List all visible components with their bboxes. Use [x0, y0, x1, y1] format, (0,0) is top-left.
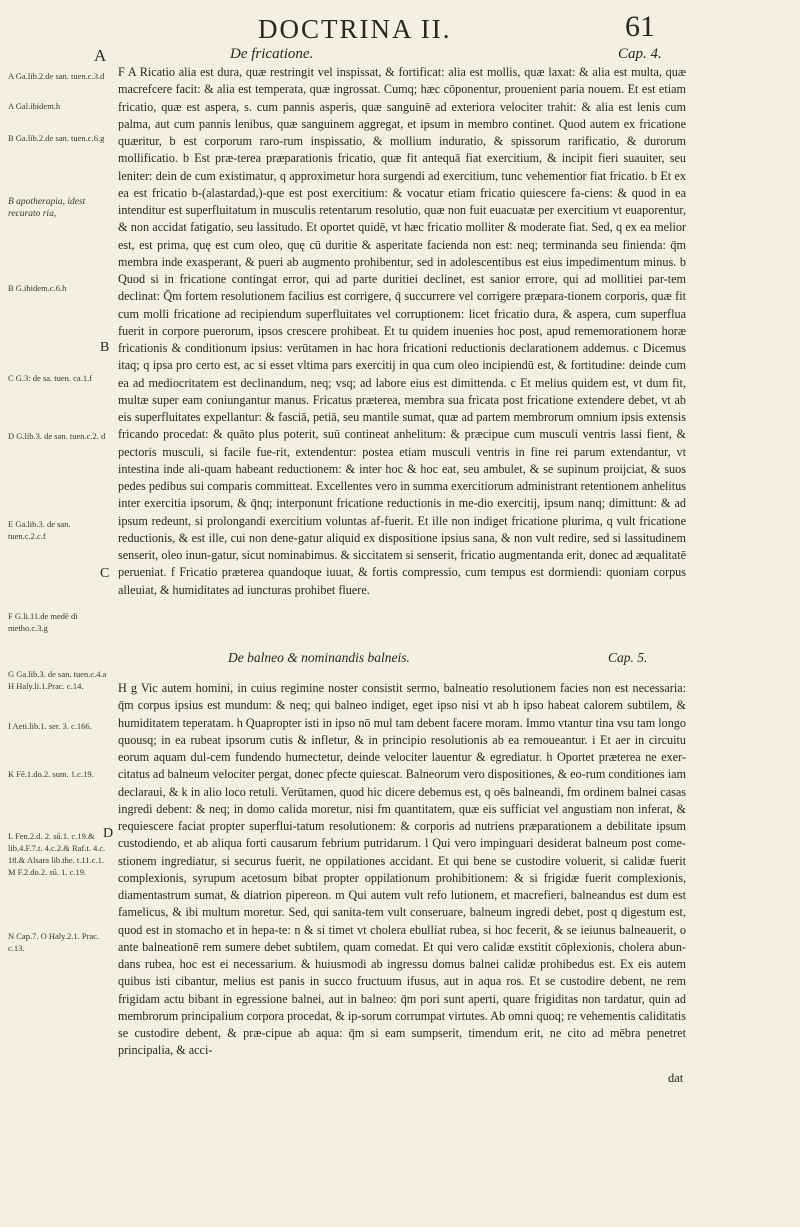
- running-head: DOCTRINA II.: [258, 14, 452, 44]
- margin-note: A Gal.ibidem.h: [8, 101, 61, 111]
- margin-note: G Ga.lib.3. de san. tuen.c.4.a H Haly.li.1.Prac. c.14.: [8, 669, 107, 691]
- margin-note: K Fē.1.do.2. sum. 1.c.19.: [8, 769, 94, 779]
- margin-note: I Aeti.lib.1. ser. 3. c.166.: [8, 721, 92, 731]
- section-marker-a: A: [94, 46, 107, 65]
- chapter-number-4: Cap. 4.: [618, 46, 662, 62]
- section-marker-b: B: [100, 340, 110, 355]
- section-title-fricatione: De fricatione.: [230, 46, 314, 62]
- margin-note: A Ga.lib.2.de san. tuen.c.3.d: [8, 71, 105, 81]
- catchword: dat: [668, 1071, 684, 1085]
- paragraph-fricatione: F A Ricatio alia est dura, quæ restringit vel inspissat, & fortificat: alia est mollis, quæ laxat: & alia est multa, quæ macrefcere facit: & alia est temperata, quæ ingrossat. Cumq; hæc cōponentur, prouenient paria nouem. Et est etiam fricatio, quæ est aspera, s. cum pannis asperis, quæ sanguinē ad exteriora velociter trahit: & alia est lenis cum palma, aut cum pannis lenibus, quæ sanguinem aggregat, et ipsum in membro continet. Quod autem ex fricatione quæritur, b est corporum raro-rum inspissatio, & mollium induratio, & spissorum rarificatio, & durorum mollificatio. b Est præ-terea præparationis fricatio, quæ fit antequā fiat exercitium, & incipit fieri suauiter, seu leniter: dein de cum existimatur, q approximetur hora surgendi ad exercitium, tunc vehementior fiat fricatio. b Et ex ea est fricatio b-(alastardad,)-que est post exercitium: & vocatur etiam fricatio quiescere fa-ciens: & quod in ea intenditur est superfluitatum in musculis retentarum resolutio, quæ non fuit euacuatæ per exercitium vt euaporentur, & non accidat fatigatio, seu lassitudo. Et oportet quidē, vt hæc fricatio molliter & moderate fiat. Sed, q ex ea melior est, est prima, quę est cum oleo, quę cū duritie & asperitate facienda non est: neq; terminanda seu finienda: q̄m membra inde exasperant, & pueri ab augmento prohibentur, sed in adolescentibus est eius impedimentum minus. b Quod si in fricatione contingat error, qui ad parte duritiei declinet, est sanior errore, qui ad mollitiei par-tem declinat: Q̄m fortem resolutionem facilius est corrigere, q̄ succurrere vel corrigere præpara-tionem corporis, quæ fit cum molli fricatione ad recipiendum superfluitates vel corruptionem: licet fricatio dura, & aspera, cum superflua fuerit in corpore puerorum, ipsos crescere prohibeat. Et tu quidem inuenies hoc post, apud rememorationem horæ fricationis & conditionum ipsius: verūtamen in hac hora fricationi reductionis declarationem addemus. c Dicemus itaq; q ipsa pro certo est, ac si esset vltima pars exercitij in qua cum oleo incipiendū est, & fortitudine: deinde cum ea ad mediocritatem est declinandum, neq; vsq; ad labore eius est dimittenda. c Et melius quidem est, vt dum fit, multæ super eam coniungantur manus. Fricatus præterea, membra sua fricata post fricatione extendere debet, vt ab eis superfluitates expellantur: & fasciā, petiā, seu mantile sumat, quæ ad partem membrorum omnium ipsis extensis fricando procedat: & quāto plus poterit, suū contineat anhelitum: & præcipue cum musculi ventris lassi fient, & pectoris musculi, si facile fue-rit, extendentur: postea etiam musculi ventris in fine rei parum extendantur, vt intestina inde ali-quam habeant reductionem: & inter hoc & hoc eat, seu ambulet, & se supinum proijciat, & suos pedes pedibus sui comparis committeat. Excellentes vero in summa exercitiorum administrant retentionem anhelitus inter exercitia ipsorum, & q̄nq; interponunt fricatione reductionis in me-dio exercitij, ipsum nanq; dimittunt: & ad ipsum redeunt, si prolongandi exercitium voluntas af-fuerit. Et ille non indiget fricatione plurima, q vult fricatione reductionis, & est ille, cui non dene-gatur aliquid ex dispositione ipsius sana, & non vult redire, sed si lassitudinem senserit, oleo inun-gatur, sicut nominabimus. & siccitatem si senserit, fricatio augmentanda erit, donec ad æqualitatē perueniat. f Fricatio præterea quandoque iuuat, & fortis compressio, cum tempus est dormiendi: quoniam corpus alleuiat, & humiditates ad iuncturas prohibet fluere.: [118, 65, 686, 597]
- margin-note: B apotherapia, idest recurato ria,: [8, 197, 86, 219]
- section-marker-d: D: [103, 826, 114, 841]
- section-title-balneo: De balneo & nominandis balneis.: [228, 650, 410, 665]
- chapter-number-5: Cap. 5.: [608, 650, 648, 665]
- margin-note: E Ga.lib.3. de san. tuen.c.2.c.f: [8, 519, 71, 541]
- main-text-section1: [118, 64, 686, 599]
- margin-note: B G.ibidem.c.6.h: [8, 283, 67, 293]
- margin-note: B Ga.lib.2.de san. tuen.c.6.g: [8, 133, 105, 143]
- section-marker-c: C: [100, 566, 110, 581]
- margin-note: F G.li.11.de medē di metho.c.3.g: [8, 611, 78, 633]
- page-number: 61: [625, 10, 655, 43]
- margin-note: N Cap.7. O Haly.2.1. Prac. c.13.: [8, 931, 100, 953]
- main-text-section2: [118, 668, 686, 1072]
- margin-note: D G.lib.3. de san. tuen.c.2. d: [8, 431, 106, 441]
- margin-note: L Fen.2.d. 2. sū.1. c.19.& lib.4.F.7.t. 4.c.2.& Raf.t. 4.c. 18.& Alsara lib.the. t.11.c.1. M F.2.do.2. sū. 1. c.19.: [8, 831, 106, 877]
- margin-note: C G.3: de sa. tuen. ca.1.f: [8, 373, 93, 383]
- paragraph-balneo: H g Vic autem homini, in cuius regimine noster consistit sermo, balneatio resolutionem facies non est necessaria: q̄m corpus ipsius est mundum: & neq; qui balneo indiget, eget ipso nisi vt ab h ipso habeat calorem subtilem, & humiditatem teperatam. h Quapropter isti in ipso nō mul tam debent facere moram. Immo vtantur tina vsu tam longo quousq; in ea rubeat ipsorum cutis & infletur, & in principio resolutionis ab ea remoueantur. i Et aer in circuitu eorum aquam dul-cem fundendo humectetur, deinde velociter lauentur & egrediatur. h Oportet præterea ne exer-citatus ad balneum velociter pergat, donec pfecte quiescat. Balneorum vero dispositiones, & eo-rum conditiones iam declaraui, & k in alio loco retuli. Verūtamen, quod hic dicere debemus est, q oēs balneandi, fm ordinem balnei casas ingredi debent: & neq; in domo calida moretur, nisi fm quantitatem, quæ eis sufficiat vel angustiam non inferat, & requiescere faciat propter superflui-tatum resolutionem: & corporis ad nutriens præparationem a debilitate ipsum custodiendo, et ab aliqua forti causarum febrium putridarum. l Qui vero impinguari desiderat balneum post come-stionem ingrediatur, si securus fuerit, ne oppilationes accidant. Et qui bene se custodire voluerit, si calidæ fuerit complexionis, syrupum acetosum bibat propter oppilationum prohibitionem: & si frigidæ fuerit complexionis, diamentastrum sumat, & diatrion pipereon. m Qui autem vult refo lutionem, et macrefieri, balneandus est dum est famelicus, & ibi multum moretur. Sed, qui sanita-tem vult conseruare, balneum ingredi debet, post q digestum est, quod est in stomacho et in hepa-te: n & si timet vt cholera ebulliat rubea, si hoc fecerit, & se ieiunus balneauerit, o ante balneationē rem sumere debet subtilem, quam comedat. Et qui vero calidæ exstitit cōplexionis, cholera abun-dans rubea, hoc est ei necessarium. & huiusmodi ab ingressu domus balnei calidæ prohibedus est. Ex eis autem quibus isti cibantur, melius est panis in succo fructuum ifusus, aut in aqua ros. Et se custodire debent, ne rem frigidam actu bibant in egressione balnei, aut in balneo: q̄m pori sunt aperti, quare frigiditas non tardatur, quin ad membrorum principalium corpora procedat, & ip-sorum corrumpat virtutes. Ab omni quoq; re vehementis caliditatis se custodire debent, & præ-cipue ab aqua: q̄m si eam sumpserit, timendum erit, ne cito ad mēbra penetret principalia, & acci-: [118, 681, 686, 1058]
